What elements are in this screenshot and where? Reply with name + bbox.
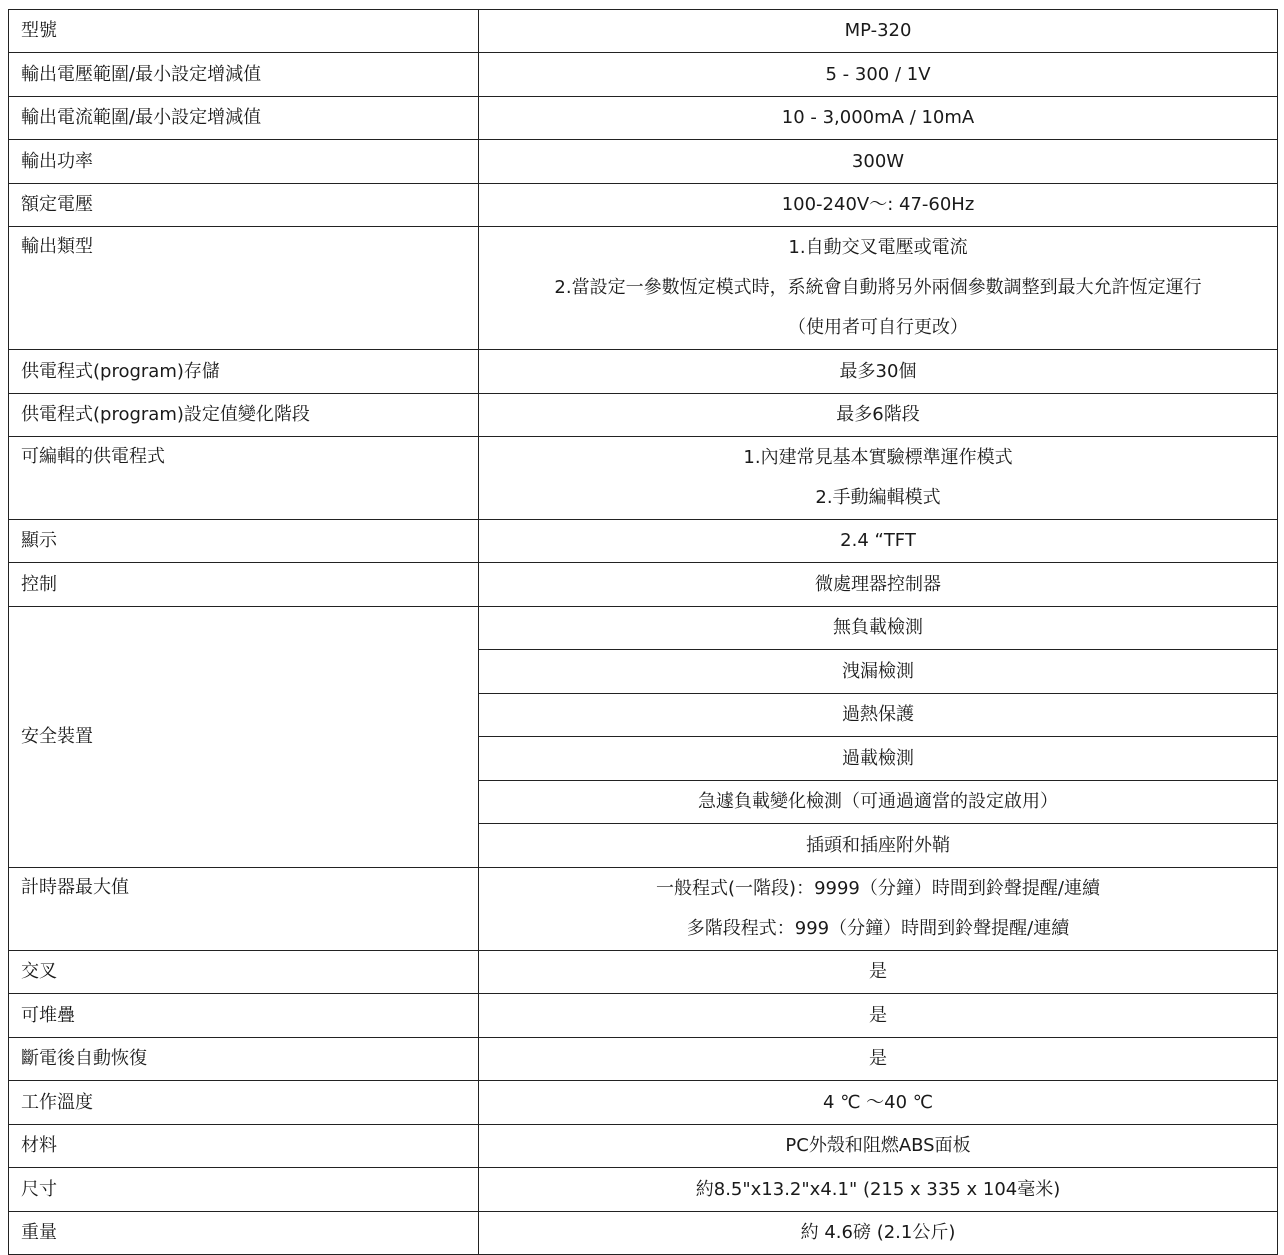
table-row bbox=[9, 227, 1278, 350]
row-label: 供電程式(program)設定值變化階段 bbox=[9, 394, 479, 437]
value-line: MP-320 bbox=[844, 20, 912, 41]
row-value bbox=[479, 184, 1278, 227]
value-line: 是 bbox=[869, 1048, 887, 1069]
table-row bbox=[9, 951, 1278, 994]
table-row bbox=[9, 437, 1278, 520]
table-row bbox=[9, 1038, 1278, 1081]
value-line: 1.自動交叉電壓或電流 bbox=[788, 237, 968, 258]
value-line: 多階段程式：999（分鐘）時間到鈴聲提醒/連續 bbox=[686, 918, 1070, 939]
row-label: 重量 bbox=[9, 1212, 479, 1255]
row-label: 計時器最大值 bbox=[9, 868, 479, 951]
value-line: 微處理器控制器 bbox=[815, 573, 941, 595]
value-line: 2.4 “TFT bbox=[840, 530, 916, 551]
row-value bbox=[479, 10, 1278, 53]
row-label: 尺寸 bbox=[9, 1168, 479, 1212]
value-line: 300W bbox=[851, 150, 905, 172]
table-row bbox=[9, 1212, 1278, 1255]
row-label: 可編輯的供電程式 bbox=[9, 437, 479, 520]
row-value bbox=[479, 563, 1278, 607]
row-value bbox=[479, 227, 1278, 350]
table-row bbox=[9, 607, 1278, 650]
row-value bbox=[479, 1212, 1278, 1255]
value-line: 2.當設定一參數恆定模式時，系統會自動將另外兩個參數調整到最大允許恆定運行 bbox=[554, 277, 1202, 298]
row-label: 輸出電壓範圍/最小設定增減值 bbox=[9, 53, 479, 97]
value-line: 100-240V～: 47-60Hz bbox=[781, 194, 975, 215]
row-label: 輸出電流範圍/最小設定增減值 bbox=[9, 97, 479, 140]
safety-item: 急遽負載變化檢測（可通過適當的設定啟用） bbox=[479, 781, 1278, 824]
safety-item: 無負載檢測 bbox=[479, 607, 1278, 650]
row-label: 控制 bbox=[9, 563, 479, 607]
row-value bbox=[479, 1081, 1278, 1125]
row-value bbox=[479, 994, 1278, 1038]
table-row bbox=[9, 140, 1278, 184]
row-value bbox=[479, 394, 1278, 437]
table-row bbox=[9, 10, 1278, 53]
spec-table bbox=[8, 9, 1278, 1255]
table-row bbox=[9, 1168, 1278, 1212]
table-row bbox=[9, 563, 1278, 607]
row-value bbox=[479, 1168, 1278, 1212]
safety-item: 過熱保護 bbox=[479, 694, 1278, 737]
value-line: 5 - 300 / 1V bbox=[825, 63, 931, 85]
row-label: 工作溫度 bbox=[9, 1081, 479, 1125]
table-row bbox=[9, 868, 1278, 951]
value-line: 約 4.6磅 (2.1公斤) bbox=[800, 1222, 956, 1243]
table-row bbox=[9, 53, 1278, 97]
value-line: 1.內建常見基本實驗標準運作模式 bbox=[743, 447, 1013, 468]
row-value bbox=[479, 1038, 1278, 1081]
table-row bbox=[9, 1081, 1278, 1125]
table-row bbox=[9, 184, 1278, 227]
row-value bbox=[479, 1125, 1278, 1168]
row-label: 材料 bbox=[9, 1125, 479, 1168]
value-line: 是 bbox=[869, 961, 887, 982]
value-line: 10 - 3,000mA / 10mA bbox=[781, 107, 975, 128]
value-line: 2.手動編輯模式 bbox=[815, 487, 941, 508]
safety-item: 過載檢測 bbox=[479, 737, 1278, 781]
table-row bbox=[9, 97, 1278, 140]
row-value bbox=[479, 140, 1278, 184]
row-value bbox=[479, 53, 1278, 97]
row-label: 供電程式(program)存儲 bbox=[9, 350, 479, 394]
table-row bbox=[9, 1125, 1278, 1168]
row-value bbox=[479, 437, 1278, 520]
safety-item: 洩漏檢測 bbox=[479, 650, 1278, 694]
row-label: 輸出功率 bbox=[9, 140, 479, 184]
row-value bbox=[479, 868, 1278, 951]
value-line: 一般程式(一階段)：9999（分鐘）時間到鈴聲提醒/連續 bbox=[656, 878, 1100, 899]
table-row bbox=[9, 350, 1278, 394]
value-line: 最多30個 bbox=[839, 360, 917, 382]
table-row bbox=[9, 520, 1278, 563]
safety-item: 插頭和插座附外鞘 bbox=[479, 824, 1278, 868]
value-line: 最多6階段 bbox=[836, 404, 920, 425]
row-label: 安全裝置 bbox=[9, 607, 479, 868]
row-value bbox=[479, 97, 1278, 140]
table-row bbox=[9, 994, 1278, 1038]
row-label: 斷電後自動恢復 bbox=[9, 1038, 479, 1081]
row-label: 顯示 bbox=[9, 520, 479, 563]
row-value bbox=[479, 520, 1278, 563]
row-value bbox=[479, 350, 1278, 394]
value-line: PC外殼和阻燃ABS面板 bbox=[785, 1135, 971, 1156]
row-label: 可堆疊 bbox=[9, 994, 479, 1038]
row-label: 型號 bbox=[9, 10, 479, 53]
row-value bbox=[479, 951, 1278, 994]
value-line: （使用者可自行更改） bbox=[788, 317, 968, 338]
row-label: 輸出類型 bbox=[9, 227, 479, 350]
table-row bbox=[9, 394, 1278, 437]
row-label: 交叉 bbox=[9, 951, 479, 994]
value-line: 是 bbox=[869, 1004, 887, 1026]
value-line: 約8.5"x13.2"x4.1" (215 x 335 x 104毫米) bbox=[695, 1178, 1061, 1200]
value-line: 4 ℃ ～40 ℃ bbox=[823, 1091, 933, 1113]
row-label: 額定電壓 bbox=[9, 184, 479, 227]
